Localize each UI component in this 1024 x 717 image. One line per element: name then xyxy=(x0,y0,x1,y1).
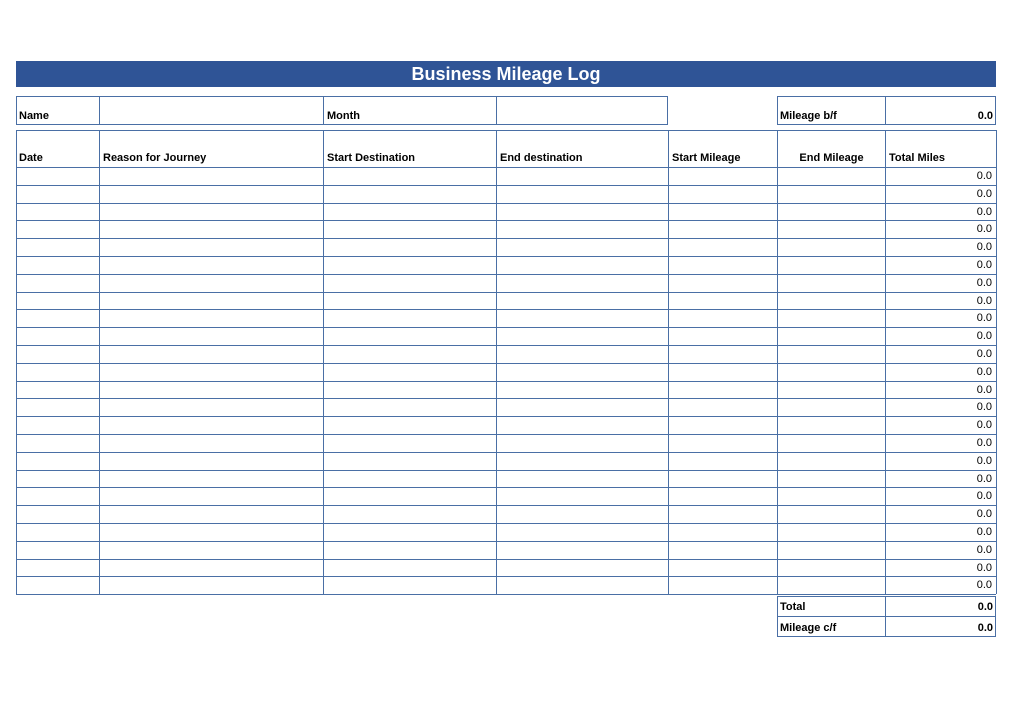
column-header-date: Date xyxy=(19,152,43,164)
table-cell[interactable] xyxy=(778,560,885,577)
grid-line xyxy=(996,130,997,594)
table-cell[interactable] xyxy=(17,364,99,381)
table-cell[interactable] xyxy=(100,506,323,523)
table-cell[interactable] xyxy=(100,577,323,594)
table-cell[interactable] xyxy=(669,506,777,523)
table-cell[interactable] xyxy=(324,471,496,488)
total-miles-cell: 0.0 xyxy=(976,419,992,431)
table-cell[interactable] xyxy=(17,168,99,185)
table-cell[interactable] xyxy=(669,417,777,434)
table-cell[interactable] xyxy=(324,328,496,345)
table-cell[interactable] xyxy=(497,346,668,363)
table-cell[interactable] xyxy=(497,204,668,221)
table-cell[interactable] xyxy=(324,542,496,559)
table-cell[interactable] xyxy=(669,275,777,292)
table-cell[interactable] xyxy=(497,364,668,381)
month-label: Month xyxy=(327,110,360,122)
log-title: Business Mileage Log xyxy=(16,61,996,87)
table-cell[interactable] xyxy=(100,346,323,363)
table-cell[interactable] xyxy=(778,239,885,256)
table-cell[interactable] xyxy=(324,364,496,381)
table-cell[interactable] xyxy=(778,221,885,238)
table-cell[interactable] xyxy=(17,435,99,452)
table-cell[interactable] xyxy=(778,453,885,470)
table-cell[interactable] xyxy=(497,221,668,238)
total-miles-cell: 0.0 xyxy=(976,259,992,271)
table-cell[interactable] xyxy=(669,293,777,310)
table-cell[interactable] xyxy=(669,346,777,363)
table-cell[interactable] xyxy=(17,399,99,416)
table-cell[interactable] xyxy=(100,417,323,434)
table-cell[interactable] xyxy=(778,542,885,559)
table-cell[interactable] xyxy=(17,417,99,434)
column-header-reason: Reason for Journey xyxy=(103,152,207,164)
total-miles-cell: 0.0 xyxy=(976,277,992,289)
table-cell[interactable] xyxy=(324,221,496,238)
table-cell[interactable] xyxy=(100,186,323,203)
table-cell[interactable] xyxy=(497,577,668,594)
table-cell[interactable] xyxy=(497,471,668,488)
table-cell[interactable] xyxy=(778,293,885,310)
table-cell[interactable] xyxy=(778,328,885,345)
total-miles-cell: 0.0 xyxy=(976,562,992,574)
table-cell[interactable] xyxy=(669,577,777,594)
table-cell[interactable] xyxy=(669,453,777,470)
table-cell[interactable] xyxy=(100,239,323,256)
table-cell[interactable] xyxy=(669,364,777,381)
total-miles-cell: 0.0 xyxy=(976,544,992,556)
total-miles-cell: 0.0 xyxy=(976,312,992,324)
table-cell[interactable] xyxy=(100,471,323,488)
table-cell[interactable] xyxy=(324,186,496,203)
table-cell[interactable] xyxy=(17,186,99,203)
total-miles-cell: 0.0 xyxy=(976,330,992,342)
total-miles-cell: 0.0 xyxy=(976,579,992,591)
column-header-total-miles: Total Miles xyxy=(889,152,946,164)
table-cell[interactable] xyxy=(100,364,323,381)
table-cell[interactable] xyxy=(324,293,496,310)
total-miles-cell: 0.0 xyxy=(976,206,992,218)
total-miles-cell: 0.0 xyxy=(976,473,992,485)
table-cell[interactable] xyxy=(497,293,668,310)
table-cell[interactable] xyxy=(778,577,885,594)
table-cell[interactable] xyxy=(778,168,885,185)
total-miles-cell: 0.0 xyxy=(976,384,992,396)
table-cell[interactable] xyxy=(497,186,668,203)
table-cell[interactable] xyxy=(669,471,777,488)
table-cell[interactable] xyxy=(778,364,885,381)
total-miles-cell: 0.0 xyxy=(976,241,992,253)
table-cell[interactable] xyxy=(669,399,777,416)
table-cell[interactable] xyxy=(100,328,323,345)
mileage-bf-label: Mileage b/f xyxy=(780,110,837,122)
table-cell[interactable] xyxy=(778,186,885,203)
month-field[interactable] xyxy=(497,97,667,124)
column-header-start-destination: Start Destination xyxy=(327,152,416,164)
table-cell[interactable] xyxy=(669,435,777,452)
table-cell[interactable] xyxy=(17,257,99,274)
column-header-end-destination: End destination xyxy=(500,152,583,164)
table-cell[interactable] xyxy=(497,328,668,345)
table-cell[interactable] xyxy=(497,488,668,505)
table-cell[interactable] xyxy=(100,221,323,238)
total-miles-cell: 0.0 xyxy=(976,366,992,378)
table-cell[interactable] xyxy=(100,257,323,274)
table-cell[interactable] xyxy=(100,542,323,559)
table-cell[interactable] xyxy=(17,577,99,594)
column-header-end-mileage: End Mileage xyxy=(799,152,864,164)
table-cell[interactable] xyxy=(324,506,496,523)
table-cell[interactable] xyxy=(669,524,777,541)
table-cell[interactable] xyxy=(778,506,885,523)
table-cell[interactable] xyxy=(778,471,885,488)
table-cell[interactable] xyxy=(17,524,99,541)
table-cell[interactable] xyxy=(778,310,885,327)
table-cell[interactable] xyxy=(17,239,99,256)
total-miles-cell: 0.0 xyxy=(976,526,992,538)
table-cell[interactable] xyxy=(669,488,777,505)
total-miles-cell: 0.0 xyxy=(976,490,992,502)
table-cell[interactable] xyxy=(324,310,496,327)
table-cell[interactable] xyxy=(100,293,323,310)
table-cell[interactable] xyxy=(497,275,668,292)
table-cell[interactable] xyxy=(100,204,323,221)
table-cell[interactable] xyxy=(324,577,496,594)
table-cell[interactable] xyxy=(778,488,885,505)
total-miles-cell: 0.0 xyxy=(976,508,992,520)
table-cell[interactable] xyxy=(100,310,323,327)
table-cell[interactable] xyxy=(669,560,777,577)
table-cell[interactable] xyxy=(324,488,496,505)
total-miles-cell: 0.0 xyxy=(976,223,992,235)
table-cell[interactable] xyxy=(778,257,885,274)
table-cell[interactable] xyxy=(669,257,777,274)
total-miles-cell: 0.0 xyxy=(976,170,992,182)
table-cell[interactable] xyxy=(17,382,99,399)
table-cell[interactable] xyxy=(17,506,99,523)
total-miles-cell: 0.0 xyxy=(976,437,992,449)
name-label: Name xyxy=(19,110,49,122)
table-cell[interactable] xyxy=(778,417,885,434)
table-cell[interactable] xyxy=(100,275,323,292)
table-cell[interactable] xyxy=(778,275,885,292)
table-cell[interactable] xyxy=(324,168,496,185)
table-cell[interactable] xyxy=(17,560,99,577)
table-cell[interactable] xyxy=(669,186,777,203)
table-cell[interactable] xyxy=(100,560,323,577)
mileage-bf-value[interactable]: 0.0 xyxy=(977,110,993,122)
table-cell[interactable] xyxy=(324,382,496,399)
total-miles-cell: 0.0 xyxy=(976,348,992,360)
table-cell[interactable] xyxy=(324,524,496,541)
total-miles-cell: 0.0 xyxy=(976,188,992,200)
table-cell[interactable] xyxy=(778,346,885,363)
table-cell[interactable] xyxy=(17,488,99,505)
table-cell[interactable] xyxy=(778,435,885,452)
table-cell[interactable] xyxy=(497,382,668,399)
table-cell[interactable] xyxy=(324,275,496,292)
table-cell[interactable] xyxy=(100,382,323,399)
column-header-start-mileage: Start Mileage xyxy=(672,152,741,164)
table-cell[interactable] xyxy=(324,560,496,577)
table-cell[interactable] xyxy=(100,435,323,452)
table-cell[interactable] xyxy=(324,257,496,274)
table-cell[interactable] xyxy=(17,346,99,363)
table-cell[interactable] xyxy=(669,328,777,345)
table-cell[interactable] xyxy=(17,293,99,310)
table-cell[interactable] xyxy=(100,453,323,470)
table-cell[interactable] xyxy=(669,221,777,238)
table-cell[interactable] xyxy=(669,239,777,256)
table-cell[interactable] xyxy=(778,382,885,399)
table-cell[interactable] xyxy=(497,168,668,185)
total-miles-cell: 0.0 xyxy=(976,455,992,467)
table-cell[interactable] xyxy=(324,453,496,470)
table-cell[interactable] xyxy=(324,435,496,452)
table-cell[interactable] xyxy=(669,310,777,327)
name-field[interactable] xyxy=(100,97,322,124)
table-cell[interactable] xyxy=(17,542,99,559)
total-miles-cell: 0.0 xyxy=(976,401,992,413)
total-value: 0.0 xyxy=(977,601,993,613)
table-cell[interactable] xyxy=(497,310,668,327)
table-cell[interactable] xyxy=(17,221,99,238)
table-cell[interactable] xyxy=(669,542,777,559)
mileage-cf-label: Mileage c/f xyxy=(780,622,837,634)
table-cell[interactable] xyxy=(497,524,668,541)
mileage-cf-value: 0.0 xyxy=(977,622,993,634)
table-cell[interactable] xyxy=(100,399,323,416)
table-cell[interactable] xyxy=(17,275,99,292)
total-label: Total xyxy=(780,601,806,613)
table-cell[interactable] xyxy=(778,204,885,221)
table-cell[interactable] xyxy=(497,399,668,416)
table-cell[interactable] xyxy=(497,560,668,577)
table-cell[interactable] xyxy=(324,417,496,434)
table-cell[interactable] xyxy=(669,168,777,185)
table-cell[interactable] xyxy=(778,524,885,541)
table-cell[interactable] xyxy=(100,524,323,541)
table-cell[interactable] xyxy=(497,435,668,452)
table-cell[interactable] xyxy=(324,239,496,256)
table-cell[interactable] xyxy=(100,168,323,185)
table-cell[interactable] xyxy=(497,542,668,559)
table-cell[interactable] xyxy=(324,399,496,416)
table-cell[interactable] xyxy=(497,257,668,274)
table-cell[interactable] xyxy=(100,488,323,505)
table-cell[interactable] xyxy=(17,453,99,470)
table-cell[interactable] xyxy=(324,204,496,221)
table-cell[interactable] xyxy=(669,382,777,399)
table-cell[interactable] xyxy=(497,239,668,256)
table-cell[interactable] xyxy=(778,399,885,416)
table-cell[interactable] xyxy=(17,310,99,327)
table-cell[interactable] xyxy=(497,417,668,434)
table-cell[interactable] xyxy=(324,346,496,363)
table-cell[interactable] xyxy=(17,204,99,221)
table-cell[interactable] xyxy=(497,506,668,523)
table-cell[interactable] xyxy=(669,204,777,221)
total-miles-cell: 0.0 xyxy=(976,295,992,307)
table-cell[interactable] xyxy=(17,471,99,488)
table-cell[interactable] xyxy=(17,328,99,345)
grid-line xyxy=(16,594,996,595)
table-cell[interactable] xyxy=(497,453,668,470)
